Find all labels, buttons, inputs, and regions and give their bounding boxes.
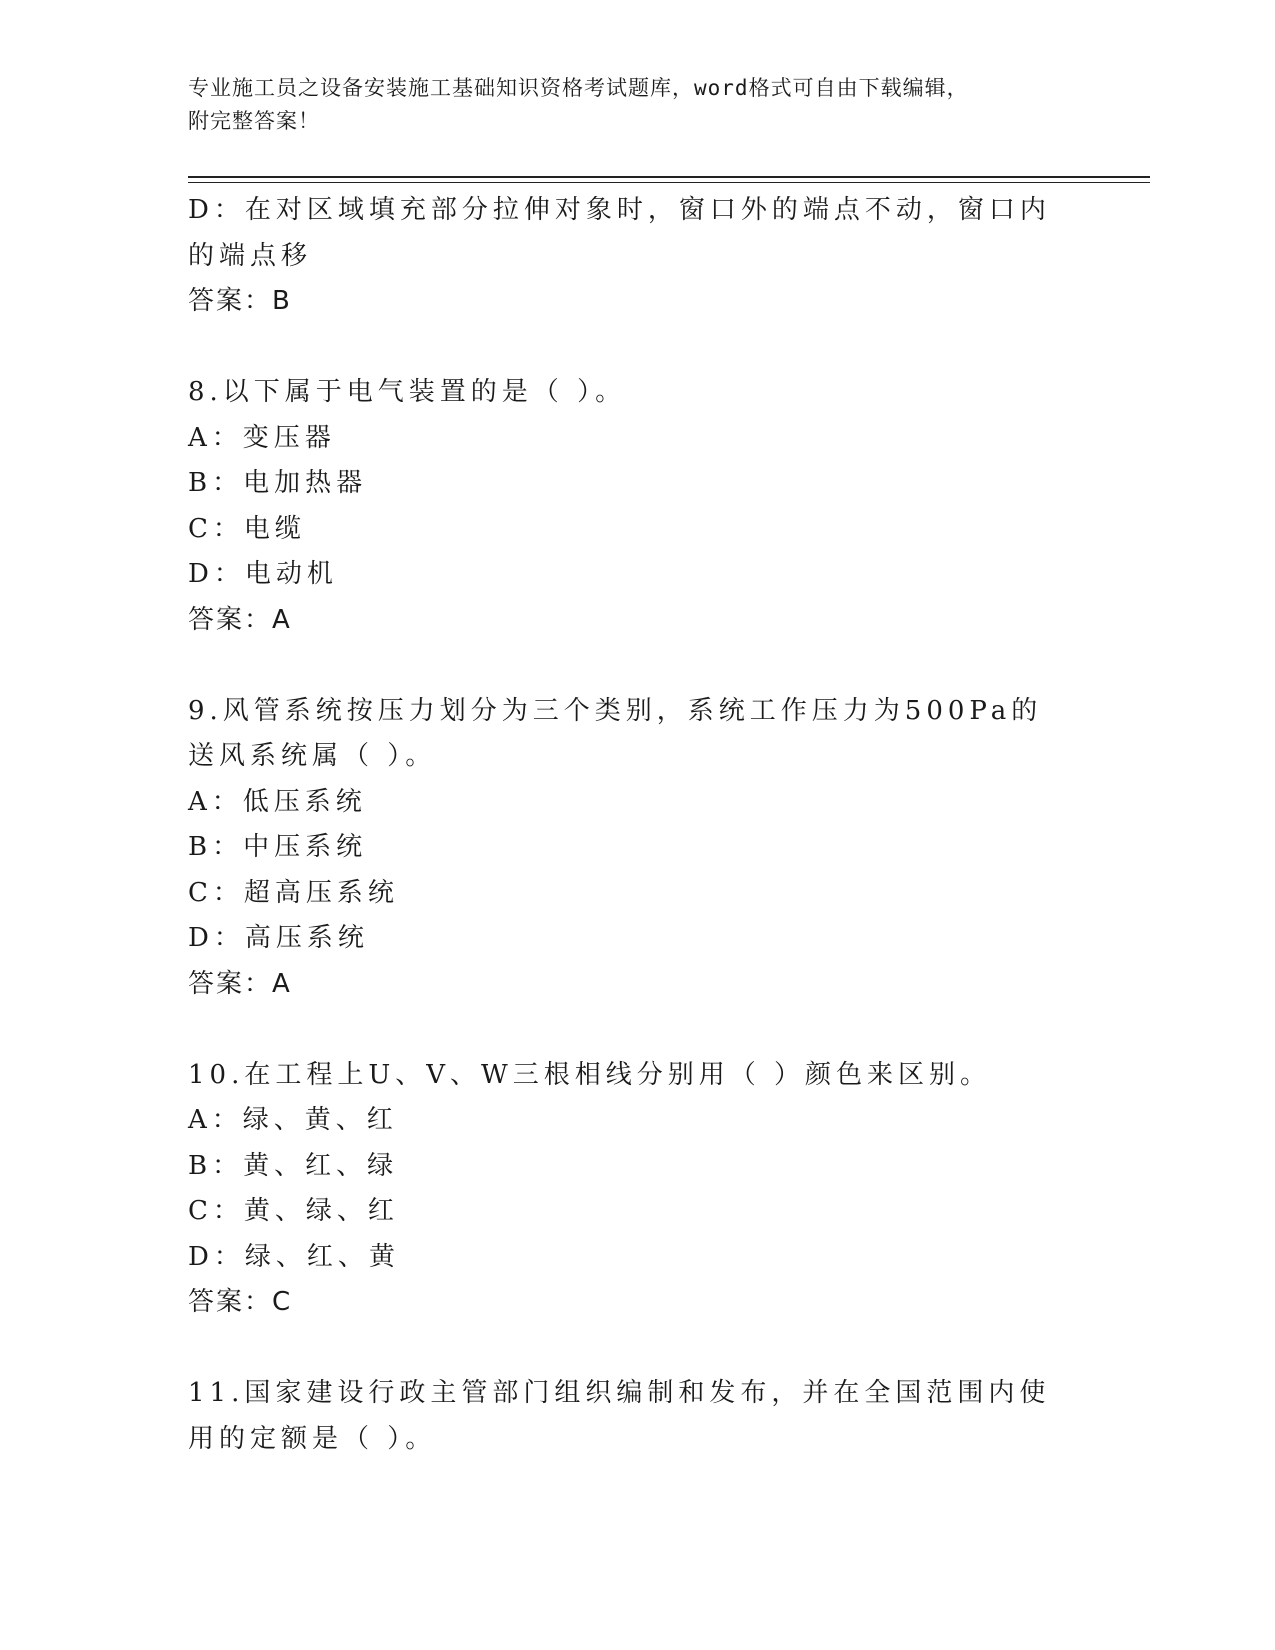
question-list	[188, 188, 1088, 1462]
spacer	[188, 1326, 1088, 1372]
question-10-stem: 10.在工程上U、V、W三根相线分别用（ ）颜色来区别。	[188, 1059, 992, 1090]
spacer	[188, 1007, 1088, 1053]
header-rule-thick	[188, 176, 1150, 178]
question-8-option-d: D：电动机	[188, 559, 338, 589]
question-9-option-c: C：超高压系统	[188, 877, 399, 908]
question-9-option-d: D：高压系统	[188, 923, 369, 953]
question-8-option-a: A：变压器	[188, 422, 336, 453]
spacer	[188, 643, 1088, 689]
question-8-option-b: B：电加热器	[188, 468, 368, 498]
question-10-option-c: C：黄、绿、红	[188, 1196, 399, 1226]
spacer	[188, 325, 1088, 371]
question-8-option-c: C：电缆	[188, 513, 306, 544]
question-8-answer: 答案：A	[188, 604, 292, 635]
header-rule-thin	[188, 182, 1150, 183]
fragment-answer: 答案：B	[188, 286, 292, 316]
question-9-option-a: A：低压系统	[188, 786, 367, 817]
question-10-option-a: A：绿、黄、红	[188, 1105, 398, 1135]
question-9-answer: 答案：A	[188, 968, 292, 999]
fragment-option-d: D：在对区域填充部分拉伸对象时，窗口外的端点不动，窗口内的端点移	[188, 195, 1051, 271]
question-10-option-d: D：绿、红、黄	[188, 1241, 400, 1272]
question-9-stem: 9.风管系统按压力划分为三个类别，系统工作压力为500Pa的送风系统属（ ）。	[188, 695, 1043, 771]
document-header	[188, 72, 1088, 138]
question-9-option-b: B：中压系统	[188, 832, 368, 862]
question-11-stem: 11.国家建设行政主管部门组织编制和发布，并在全国范围内使用的定额是（ ）。	[188, 1378, 1051, 1454]
question-10-option-b: B：黄、红、绿	[188, 1150, 399, 1181]
header-line-1: 专业施工员之设备安装施工基础知识资格考试题库，word格式可自由下载编辑，	[188, 76, 969, 100]
header-line-2: 附完整答案！	[188, 109, 320, 133]
question-8-stem: 8.以下属于电气装置的是（ ）。	[188, 377, 627, 407]
question-10-answer: 答案：C	[188, 1287, 293, 1317]
